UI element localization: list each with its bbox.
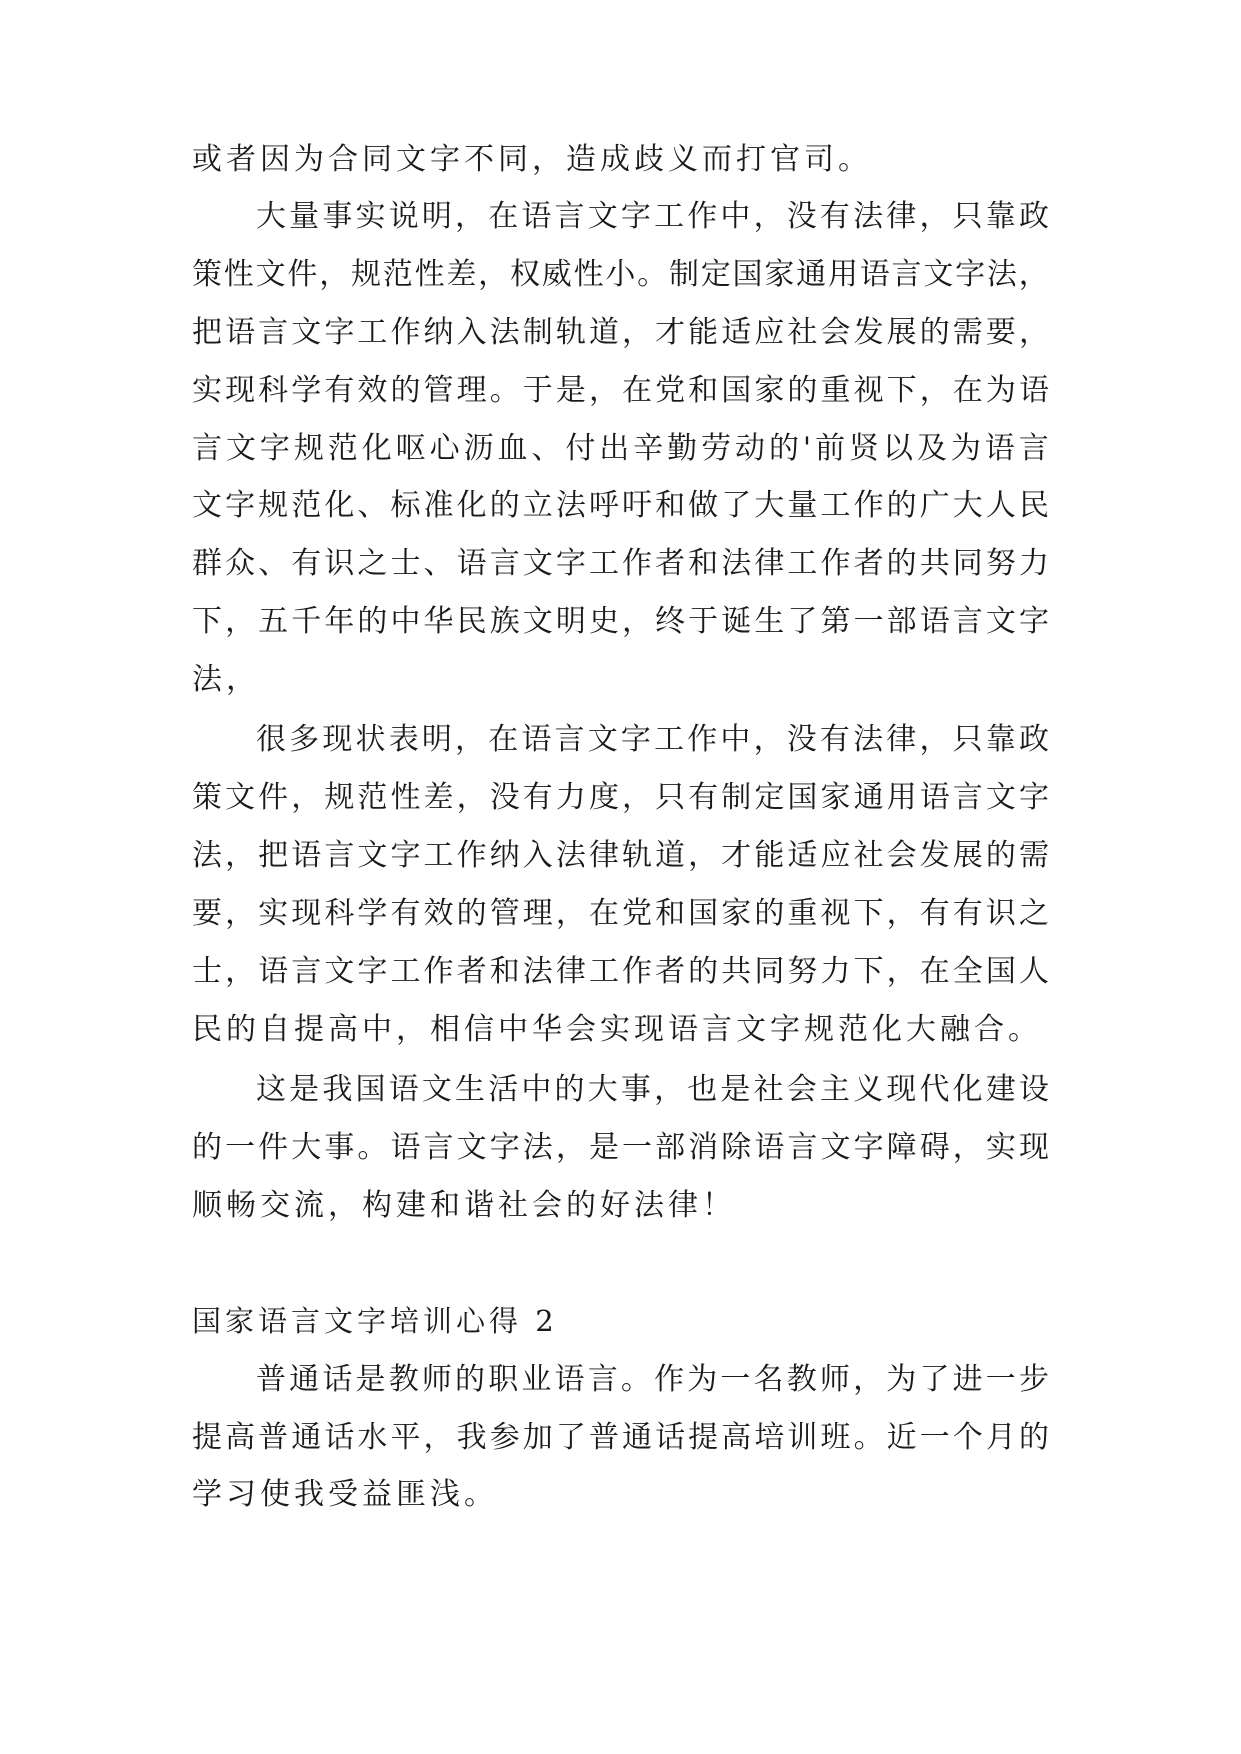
- text-line: 要 ， 实 现 科 学 有 效 的 管 理 ， 在 党 和 国 家 的 重 视 下 ， 有 有 识 之: [192, 896, 1049, 931]
- text-line: 士 ， 语 言 文 字 工 作 者 和 法 律 工 作 者 的 共 同 努 力 下 ， 在 全 国 人: [192, 954, 1049, 989]
- text-line: 策 文 件 ， 规 范 性 差 ， 没 有 力 度 ， 只 有 制 定 国 家 通 用 语 言 文 字: [192, 780, 1049, 815]
- text-line: 下 ， 五 千 年 的 中 华 民 族 文 明 史 ， 终 于 诞 生 了 第 一 部 语 言 文 字: [192, 604, 1049, 639]
- text-line: 言 文 字 规 范 化 呕 心 沥 血 、 付 出 辛 勤 劳 动 的 ' 前 贤 以 及 为 语 言: [192, 431, 1049, 466]
- text-line: 策 性 文 件 ， 规 范 性 差 ， 权 威 性 小 。 制 定 国 家 通 用 语 言 文 字 法 ，: [192, 257, 1049, 292]
- section-heading: 国家语言文字培训心得 2: [192, 1304, 558, 1338]
- text-line: 提 高 普 通 话 水 平 ， 我 参 加 了 普 通 话 提 高 培 训 班 。 近 一 个 月 的: [192, 1420, 1049, 1455]
- text-line: 民的自提高中，相信中华会实现语言文字规范化大融合。: [192, 1012, 1042, 1047]
- text-line: 的 一 件 大 事 。 语 言 文 字 法 ， 是 一 部 消 除 语 言 文 字 障 碍 ， 实 现: [192, 1130, 1049, 1165]
- text-line: 实 现 科 学 有 效 的 管 理 。 于 是 ， 在 党 和 国 家 的 重 视 下 ， 在 为 语: [192, 373, 1049, 408]
- text-line: 法 ， 把 语 言 文 字 工 作 纳 入 法 律 轨 道 ， 才 能 适 应 社 会 发 展 的 需: [192, 838, 1049, 873]
- text-line: 顺畅交流，构建和谐社会的好法律！: [192, 1188, 736, 1223]
- text-line: 群 众 、 有 识 之 士 、 语 言 文 字 工 作 者 和 法 律 工 作 者 的 共 同 努 力: [192, 546, 1049, 581]
- text-line: 法，: [192, 662, 260, 697]
- text-line: 把 语 言 文 字 工 作 纳 入 法 制 轨 道 ， 才 能 适 应 社 会 发 展 的 需 要 ，: [192, 315, 1049, 350]
- text-line: 很 多 现 状 表 明 ， 在 语 言 文 字 工 作 中 ， 没 有 法 律 ， 只 靠 政: [256, 722, 1049, 757]
- text-line: 或者因为合同文字不同，造成歧义而打官司。: [192, 142, 872, 177]
- text-line: 文 字 规 范 化 、 标 准 化 的 立 法 呼 吁 和 做 了 大 量 工 作 的 广 大 人 民: [192, 488, 1049, 523]
- text-line: 学习使我受益匪浅。: [192, 1477, 498, 1512]
- text-line: 大 量 事 实 说 明 ， 在 语 言 文 字 工 作 中 ， 没 有 法 律 ， 只 靠 政: [256, 199, 1049, 234]
- text-line: 这 是 我 国 语 文 生 活 中 的 大 事 ， 也 是 社 会 主 义 现 代 化 建 设: [256, 1072, 1049, 1107]
- text-line: 普 通 话 是 教 师 的 职 业 语 言 。 作 为 一 名 教 师 ， 为 了 进 一 步: [256, 1362, 1049, 1397]
